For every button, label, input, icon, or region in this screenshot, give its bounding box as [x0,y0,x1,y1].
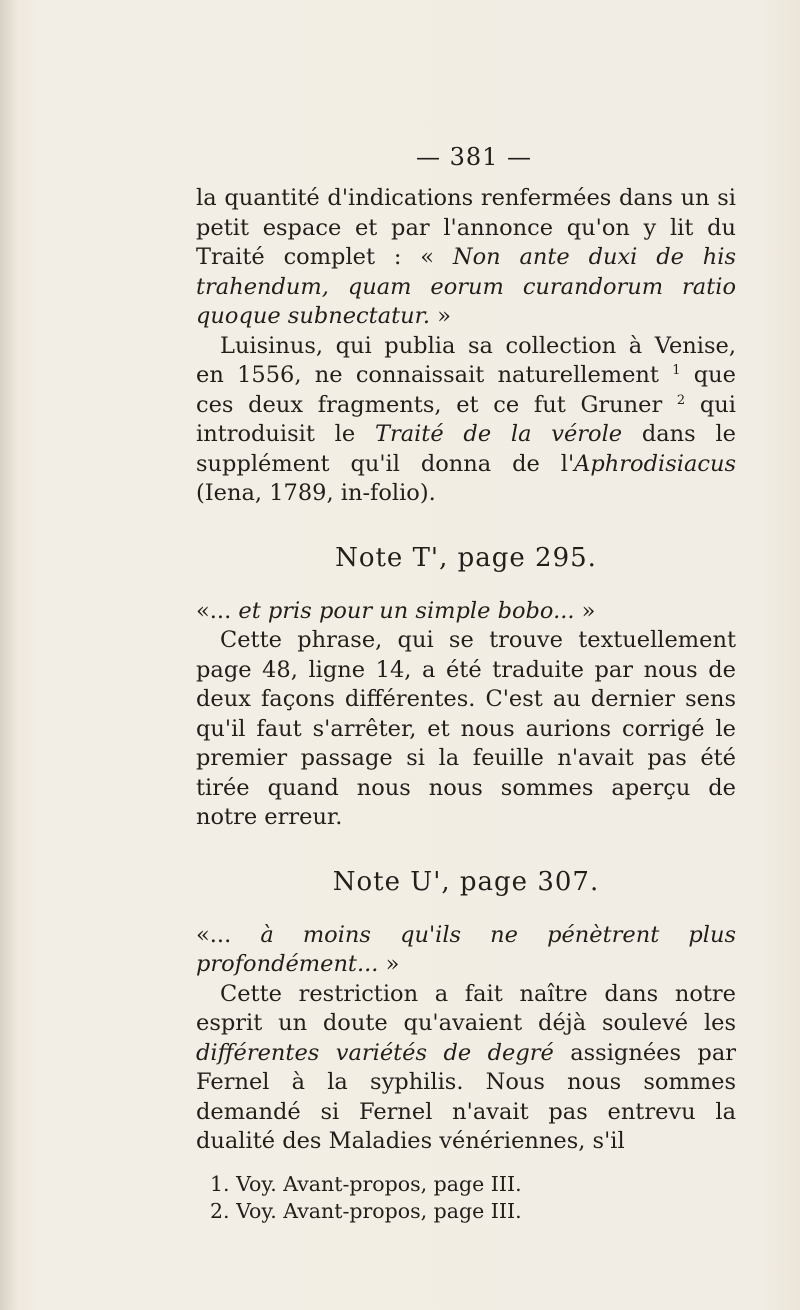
heading-note-u-word: Note [332,866,402,897]
note-t-quote-text: et pris pour un simple bobo... [238,597,575,624]
page-edge-shadow [0,0,18,1310]
note-u-paragraph [196,980,736,1157]
note-u-quote-text: à moins qu'ils ne pénètrent plus profondément... [196,921,737,977]
note-t-quote-close: » [574,597,596,624]
heading-note-t [196,541,736,575]
heading-note-t-word: Note [335,542,404,573]
note-u-paragraph-italic: différentes variétés de degré [196,1039,554,1066]
page-content [196,142,736,1225]
note-u-paragraph-b: assignées par Fernel à la syphilis. Nous nous sommes demandé si Fernel n'avait pas entrevu la dualité des Maladies vénériennes, s'il [196,1039,736,1154]
footnote-1: 1. Voy. Avant-propos, page III. [210,1171,522,1196]
title-traite: Traité de la vérole [374,421,623,447]
paragraph-1-text: la quantité d'indications renfermées dans un si petit espace et par l'annonce qu'on y lit du Traité complet : « [196,185,736,270]
note-u-quote-close: » [378,951,400,977]
heading-note-u-ref: U', page 307. [410,866,600,897]
note-u-quote [196,921,736,980]
paragraph-2 [196,332,736,509]
footnote-2: 2. Voy. Avant-propos, page III. [210,1198,522,1223]
latin-quote-close: » [430,303,451,329]
note-t-quote-open: «... [196,597,239,624]
paragraph-2-text-a: Luisinus, qui publia sa collection à Venise, en 1556, ne connaissait naturellement [196,332,736,388]
heading-note-u [196,865,736,899]
paragraph-2-text-c: qui introduisit le [196,391,736,447]
note-t-quote [196,597,736,627]
page-number: — 381 — [415,143,533,171]
note-u-quote-open: «... [196,921,261,948]
note-u-paragraph-a: Cette restriction a fait naître dans notre esprit un doute qu'avaient déjà soulevé les [196,980,736,1036]
paragraph-1 [196,184,736,332]
note-t-paragraph: Cette phrase, qui se trouve textuellement page 48, ligne 14, a été traduite par nous de deux façons différentes. C'est au dernier sens qu'il faut s'arrêter, et nous aurions corrigé le premier passage si la feuille n'avait pas été tirée quand nous nous sommes aperçu de notre erreur. [196,627,736,830]
footnotes [196,1171,736,1225]
footnote-ref-1: 1 [672,363,681,378]
paragraph-2-text-e: (Iena, 1789, in-folio). [196,480,436,506]
paragraph-2-text-d: dans le supplément qu'il donna de l' [196,421,736,477]
footnote-ref-2: 2 [676,392,686,408]
latin-quote: Non ante duxi de his trahendum, quam eorum curandorum ratio quoque subnectatur. [196,244,737,329]
heading-note-t-ref: T', page 295. [412,542,597,573]
title-aphrodisiacus: Aphrodisiacus [574,450,736,477]
paragraph-2-text-b: que ces deux fragments, et ce fut Gruner [196,362,736,418]
